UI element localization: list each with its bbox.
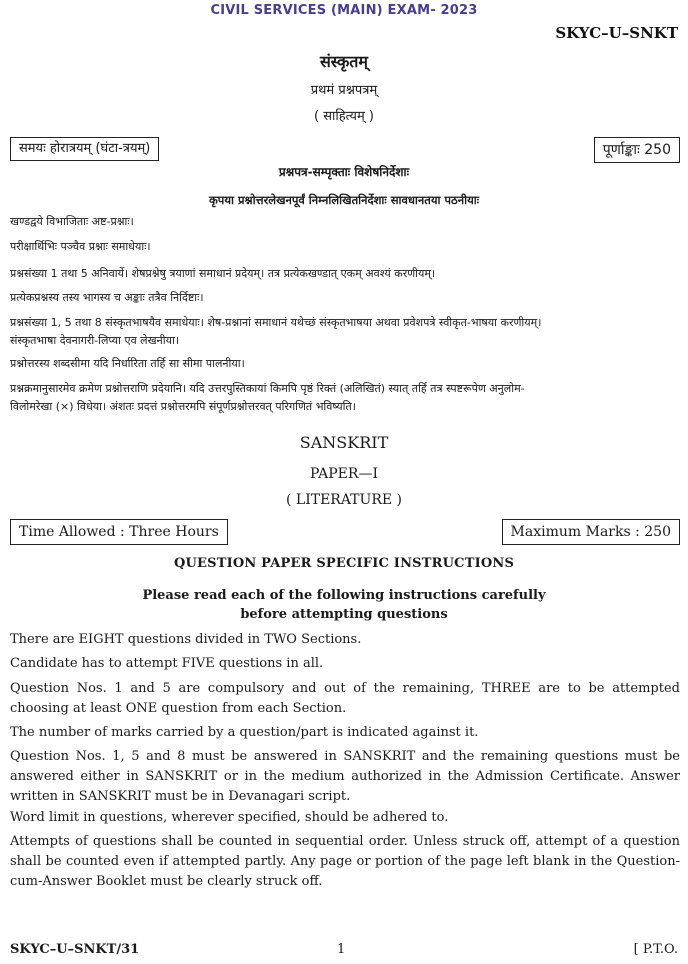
instruction-item: There are EIGHT questions divided in TWO Sections. — [10, 632, 362, 647]
pto-marker: [ P.T.O. — [633, 942, 678, 957]
exam-banner: CIVIL SERVICES (MAIN) EXAM- 2023 — [210, 3, 478, 18]
instruction-item: Question Nos. 1 and 5 are compulsory and out of the remaining, THREE are to be attempted choosing at least ONE question from each Section. — [10, 681, 680, 716]
hindi-instruction-line: प्रश्नक्रमानुसारमेव क्रमेण प्रश्नोत्तराणि प्रदेयानि। यदि उत्तरपुस्तिकायां किमपि पृष्ठं रिक्तं (अलिखितं) स्यात् तर्हि तत्र स्पष्टरूपेण अनुलोम- — [10, 382, 525, 395]
instruction-item: Attempts of questions shall be counted in sequential order. Unless struck off, attempt of a question shall be counted even if attempted partly. Any page or portion of the page left blank in the Question-cum-Answer Booklet must be clearly struck off. — [10, 834, 680, 889]
hindi-instruction-line: परीक्षार्थिभिः पञ्चैव प्रश्नाः समाधेयाः। — [10, 240, 151, 253]
english-paper: PAPER—I — [310, 466, 378, 482]
hindi-instruction-line: प्रत्येकप्रश्नस्य तस्य भागस्य च अङ्काः तत्रैव निर्दिष्टाः। — [10, 291, 204, 304]
hindi-heading: प्रश्नपत्र-सम्पृक्ताः विशेषनिर्देशाः — [278, 165, 410, 179]
hindi-instruction-line: संस्कृतभाषा देवनागरी-लिप्या एव लेखनीया। — [10, 334, 179, 347]
please-read-line-1: Please read each of the following instructions carefully — [142, 588, 546, 603]
please-read-note — [0, 586, 688, 624]
english-marks-box: Maximum Marks : 250 — [502, 519, 680, 545]
instruction-item: Candidate has to attempt FIVE questions in all. — [10, 656, 324, 671]
paper-code: SKYC–U–SNKT — [555, 24, 678, 42]
instruction-item: The number of marks carried by a question/part is indicated against it. — [10, 725, 479, 740]
hindi-instruction-line: प्रश्नोत्तरस्य शब्दसीमा यदि निर्धारिता तर्हि सा सीमा पालनीया। — [10, 357, 245, 370]
english-subject: ( LITERATURE ) — [286, 492, 402, 508]
hindi-instruction-line: विलोमरेखा (×) विधेया। अंशतः प्रदत्तं प्रश्नोत्तरमपि संपूर्णप्रश्नोत्तरवत् परिगणितं भविष्यति। — [10, 400, 356, 413]
hindi-title: संस्कृतम् — [319, 52, 369, 71]
page-number: 1 — [337, 942, 346, 957]
hindi-time-box: समयः होरात्रयम् (घंटा-त्रयम्) — [10, 137, 159, 161]
hindi-subject: ( साहित्यम् ) — [314, 109, 374, 124]
hindi-instruction-line: प्रश्नसंख्या 1 तथा 5 अनिवार्ये। शेषप्रश्नेषु त्रयाणां समाधानं प्रदेयम्। तत्र प्रत्येकखण्डात् एकम् अवश्यं करणीयम्। — [10, 267, 436, 280]
hindi-paper: प्रथमं प्रश्नपत्रम् — [310, 83, 378, 98]
instruction-item: Word limit in questions, wherever specified, should be adhered to. — [10, 810, 449, 825]
instruction-item: Question Nos. 1, 5 and 8 must be answered in SANSKRIT and the remaining questions must be answered either in SANSKRIT or in the medium authorized in the Admission Certificate. Answer written in SANSKRIT must be in Devanagari script. — [10, 749, 680, 804]
please-read-line-2: before attempting questions — [240, 607, 448, 622]
hindi-subheading: कृपया प्रश्नोत्तरलेखनपूर्वं निम्नलिखितनिर्देशाः सावधानतया पठनीयाः — [208, 193, 480, 207]
footer-paper-code: SKYC–U–SNKT/31 — [10, 942, 140, 957]
hindi-instruction-line: खण्डद्वये विभाजिताः अष्ट-प्रश्नाः। — [10, 215, 134, 228]
instructions-heading: QUESTION PAPER SPECIFIC INSTRUCTIONS — [173, 556, 515, 571]
english-time-box: Time Allowed : Three Hours — [10, 519, 228, 545]
hindi-marks-box: पूर्णाङ्काः 250 — [594, 137, 680, 163]
hindi-instruction-line: प्रश्नसंख्या 1, 5 तथा 8 संस्कृतभाषयैव समाधेयाः। शेष-प्रश्नानां समाधानं यथेच्छं संस्कृतभाषया अथवा प्रवेशपत्रे स्वीकृत-भाषया करणीयम्। — [10, 316, 542, 329]
english-title: SANSKRIT — [299, 433, 389, 452]
